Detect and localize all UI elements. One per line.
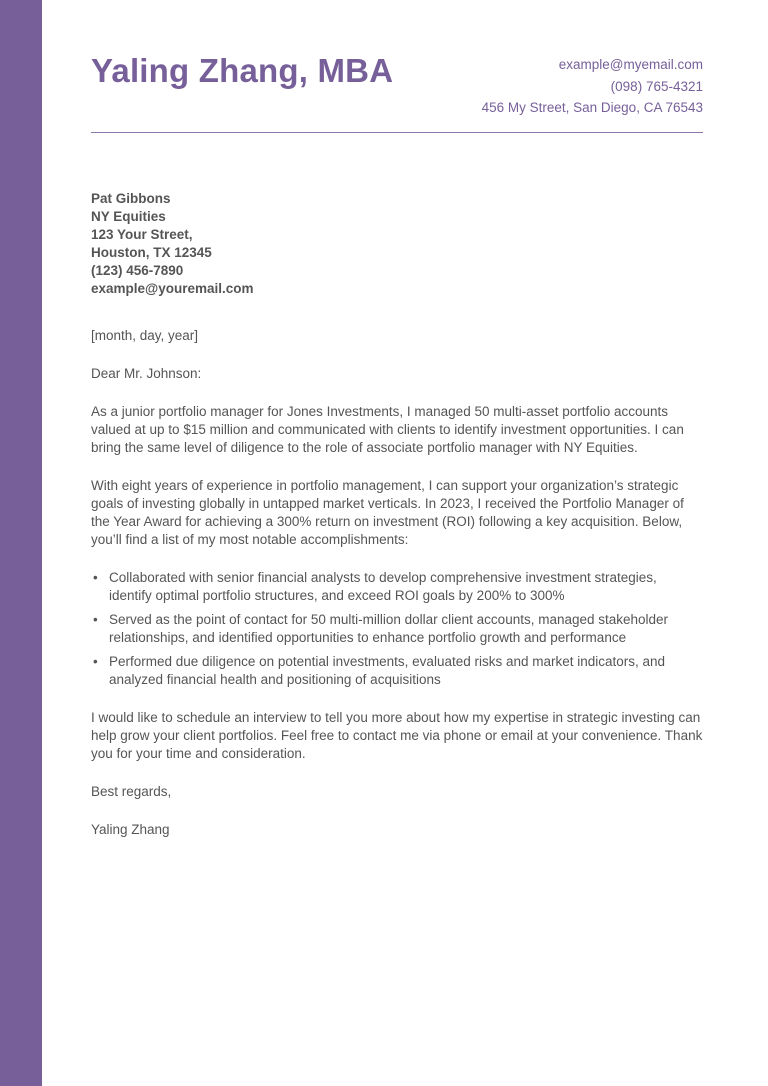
sender-name: Yaling Zhang, MBA xyxy=(91,52,394,89)
list-item-text: Collaborated with senior financial analysts to develop comprehensive investment strategies, identify optimal portfolio structures, and exceed ROI goals by 200% to 300% xyxy=(109,570,657,603)
letter-body xyxy=(91,327,703,839)
bullet-dot-icon: • xyxy=(93,654,98,669)
header-divider xyxy=(91,132,703,133)
recipient-street: 123 Your Street, xyxy=(91,227,193,242)
list-item xyxy=(91,569,703,605)
accomplishments-list xyxy=(91,569,703,689)
salutation: Dear Mr. Johnson: xyxy=(91,366,202,381)
recipient-city: Houston, TX 12345 xyxy=(91,245,212,260)
paragraph-intro: As a junior portfolio manager for Jones Investments, I managed 50 multi-asset portfolio accounts valued at up to $15 million and communicated with clients to identify investment opportunities. I can bring the same level of diligence to the role of associate portfolio manager with NY Equities. xyxy=(91,404,684,455)
list-item xyxy=(91,653,703,689)
recipient-company: NY Equities xyxy=(91,209,166,224)
paragraph-closing: I would like to schedule an interview to tell you more about how my expertise in strategic investing can help grow your client portfolios. Feel free to contact me via phone or email at your convenience. Thank you for your time and consideration. xyxy=(91,710,703,761)
recipient-phone: (123) 456-7890 xyxy=(91,263,184,278)
closing-line: Best regards, xyxy=(91,784,172,799)
signature: Yaling Zhang xyxy=(91,822,170,837)
bullet-dot-icon: • xyxy=(93,570,98,585)
letter-date: [month, day, year] xyxy=(91,328,199,343)
recipient-email: example@youremail.com xyxy=(91,281,254,296)
list-item-text: Performed due diligence on potential investments, evaluated risks and market indicators, and analyzed financial health and positioning of acquisitions xyxy=(109,654,666,687)
list-item-text: Served as the point of contact for 50 multi-million dollar client accounts, managed stakeholder relationships, and identified opportunities to enhance portfolio growth and performance xyxy=(109,612,669,645)
recipient-block xyxy=(91,190,253,298)
paragraph-experience: With eight years of experience in portfolio management, I can support your organization’s strategic goals of investing globally in untapped market verticals. In 2023, I received the Portfolio Manager of the Year Award for achieving a 300% return on investment (ROI) following a key acquisition. Below, you’ll find a list of my most notable accomplishments: xyxy=(91,478,684,547)
bullet-dot-icon: • xyxy=(93,612,98,627)
sidebar-accent-bar xyxy=(0,0,42,1086)
list-item xyxy=(91,611,703,647)
sender-contact xyxy=(482,54,703,119)
sender-email: example@myemail.com xyxy=(558,57,703,72)
sender-phone: (098) 765-4321 xyxy=(610,78,703,94)
recipient-name: Pat Gibbons xyxy=(91,191,171,206)
letter-header xyxy=(91,0,703,134)
sender-address: 456 My Street, San Diego, CA 76543 xyxy=(481,100,703,115)
